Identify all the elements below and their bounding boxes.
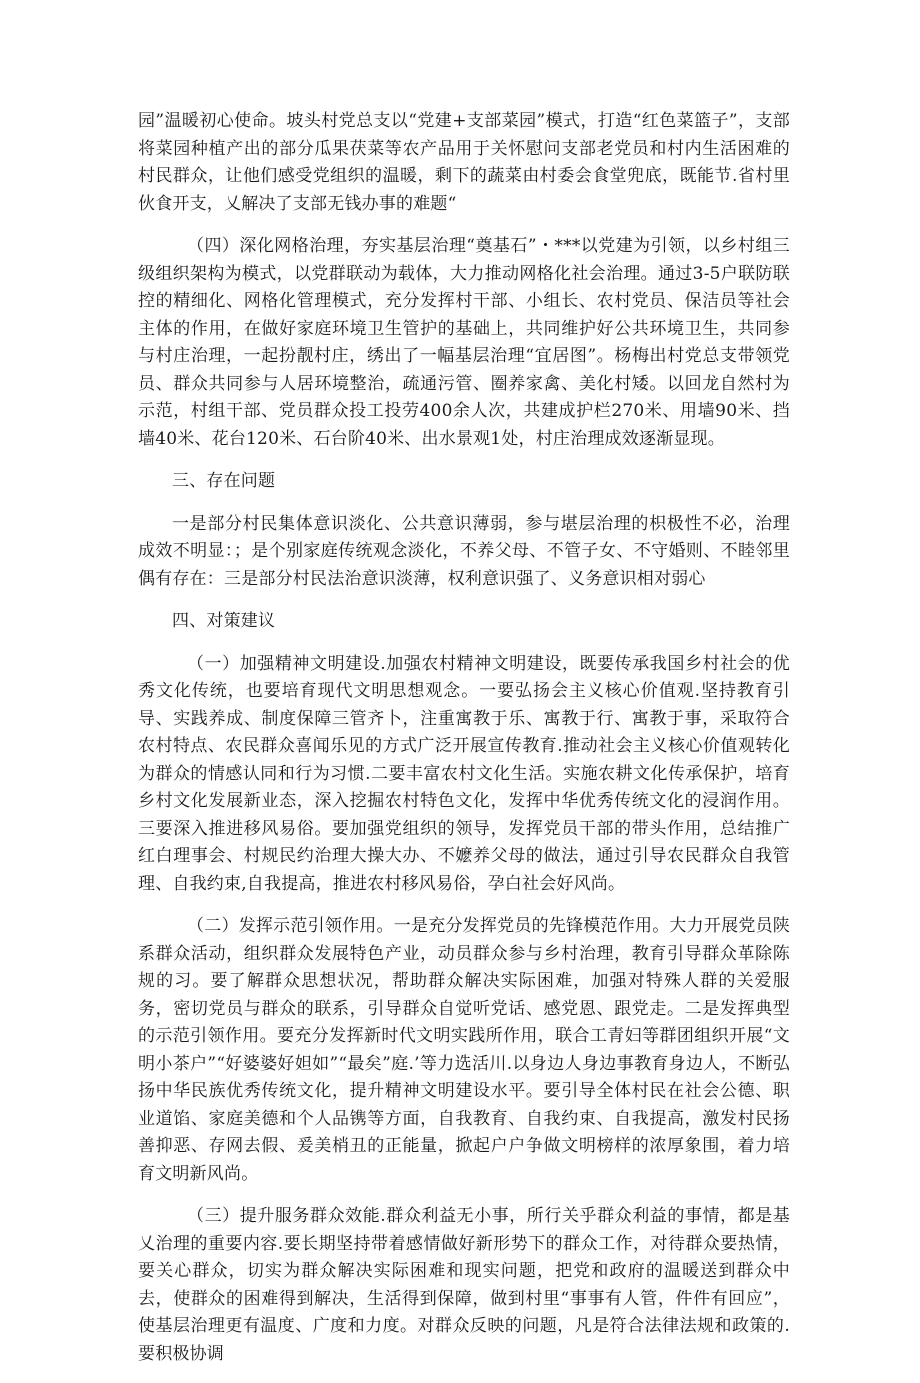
- paragraph-problems: 一是部分村民集体意识淡化、公共意识薄弱，参与堪层治理的枳极性不必，治理成效不明显：；是个别家庭传统观念淡化，不养父母、不管子女、不守婚则、不睦邻里偶有存在：三是部分村民法治意识淡薄，权利意识强了、义务意识相对弱心: [138, 513, 790, 589]
- paragraph-continued: 园”温暖初心使命。坡头村党总支以“党建+支部菜园”模式，打造“红色菜篮子”，支部将菜园种植产出的部分瓜果茯菜等农产品用于关怀慰问支部老党员和村内生活困难的村民群众，让他们感受党组织的温暖，剩下的蔬菜由村委会食堂兜底，既能节.省村里伙食开支，乂解决了支部无钱办事的难题“: [138, 111, 790, 214]
- document-body: [138, 108, 790, 1383]
- paragraph-demonstration: （二）发挥示范引领作用。一是充分发挥党员的先锋模范作用。大力开展党员陕系群众活动，组织群众发展特色产业，动员群众参与乡村治理，教育引导群众革除陈规的习。要了解群众思想状况，帮助群众解决实际困难，加强对特殊人群的关爱服务，密切党员与群众的联系，引导群众自觉听党话、感党恩、跟党走。二是发挥典型的示范引领作用。要充分发挥新时代文明实践所作用，联合工青妇等群团组织开展“文明小茶户”“好婆婆好妲如”“最矣”庭.’等力选活川.以身边人身边事教育身边人，不断弘扬中华民族优秀传统文化，提升精神文明建设水平。要引导全体村民在社会公德、职业道馅、家庭美德和个人品镌等方面，自我教育、自我约束、自我提高，激发村民扬善抑恶、存网去假、爰美梢丑的正能量，掀起户户争做文明榜样的浓厚象围，着力培育文明新风尚。: [138, 916, 790, 1184]
- paragraph-service-efficiency: （三）提升服务群众效能.群众利益无小事，所行关乎群众利益的事情，都是基乂治理的重要内容.要长期坚持带着感情做好新形势下的群众工作，对待群众要热情，要关心群众，切实为群众解决实际困难和现实问题，把党和政府的温暖送到群众中去，使群众的困难得到解决，生活得到保障，做到村里“事事有人管，件件有回应”，使基层治理更有温度、广度和力度。对群众反映的问题，凡是符合法律法规和政策的.要积极协调: [138, 1206, 790, 1364]
- section-heading-problems: 三、存在问题: [172, 471, 276, 491]
- section-heading-suggestions: 四、对策建议: [172, 611, 276, 631]
- paragraph-grid-governance: （四）深化网格治理，夯实基层治理“奠基石”・***以党建为引领，以乡村组三级组织架构为模式，以党群联动为载体，大力推动网格化社会治理。通过3-5户联防联控的精细化、网格化管理模式，充分发挥村干部、小组长、农村党员、保洁员等社会主体的作用，在做好家庭环境卫生管护的基础上，共同维护好公共环境卫生，共同参与村庄治理，一起扮靓村庄，绣出了一幅基层治理“宜居图”。杨梅出村党总支带领党员、群众共同参与人居环境整治，疏通污管、圈养家禽、美化村矮。以回龙自然村为示范，村组干部、党员群众投工投劳400余人次，共建成护栏270米、用墙90米、挡墙40米、花台120米、石台阶40米、出水景观1处，村庄治理成效逐渐显现。: [138, 236, 790, 449]
- paragraph-spiritual-civilization: （一）加强精神文明建设.加强农村精神文明建设，既要传承我国乡村社会的优秀文化传统，也要培育现代文明思想观念。一要弘扬会主义核心价值观.坚持教育引导、实践养成、制度保障三管齐卜，注重寓教于乐、寓教于行、寓教于事，采取符合农村特点、农民群众喜闻乐见的方式广泛开展宣传教育.推动社会主义核心价值观转化为群众的情感认同和行为习惯.二要丰富农村文化生活。实施农耕文化传承保护，培育乡村文化发展新业态，深入挖掘农村特色文化，发挥中华优秀传统文化的浸润作用。三要深入推进移风易俗。要加强党组织的领导，发挥党员干部的带头作用，总结推广红白理事会、村规民约治理大操大办、不嬷养父母的做法，通过引导农民群众自我管理、自我约束,自我提高，推进农村移风易俗，孕白社会好风尚。: [138, 653, 790, 894]
